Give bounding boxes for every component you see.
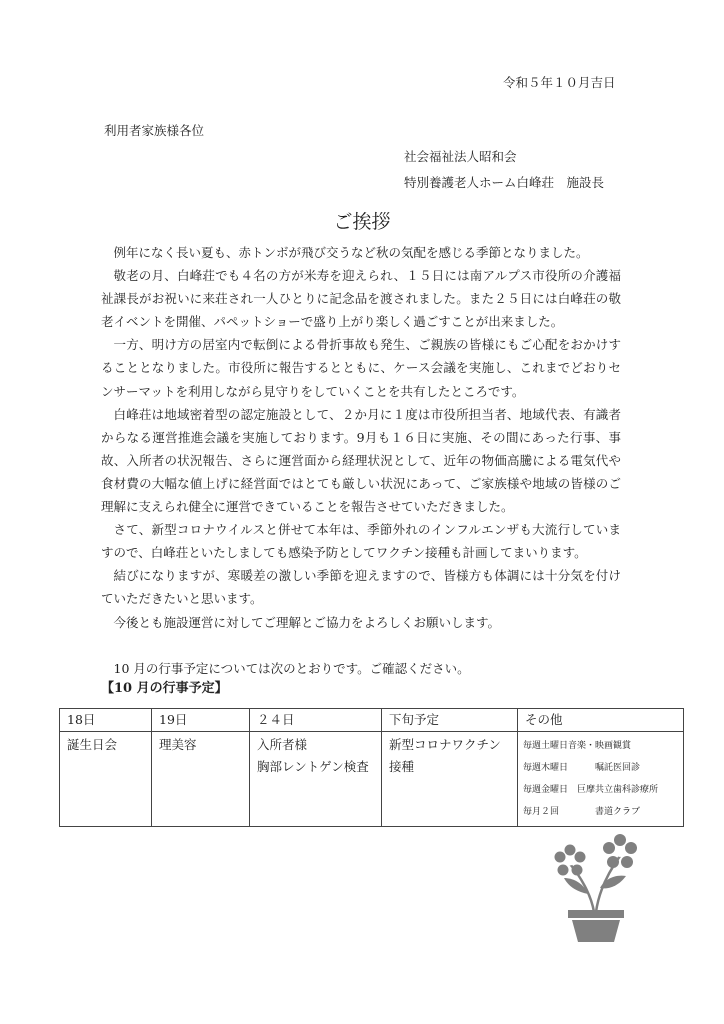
paragraph: 結びになりますが、寒暖差の激しい季節を迎えますので、皆様方も体調には十分気を付けていただきたいと思います。 [101,568,621,607]
schedule-cell [60,732,152,827]
paragraph: さて、新型コロナウイルスと併せて本年は、季節外れのインフルエンザも大流行していますので、白峰荘といたしましても感染予防としてワクチン接種も計画してまいります。 [101,522,621,561]
sender-organization: 社会福祉法人昭和会 [404,149,517,164]
letter-title: ご挨拶 [333,211,391,233]
schedule-heading: 【10 月の行事予定】 [101,681,228,696]
column-header: その他 [518,709,684,732]
cell-line: 毎週金曜日 巨摩共立歯科診療所 [523,785,659,795]
cell-line: 毎月２回 書道クラブ [523,807,641,817]
paragraph: 白峰荘は地域密着型の認定施設として、２か月に１度は市役所担当者、地域代表、有識者からなる運営推進会議を実施しております。9月も１６日に実施、その間にあった行事、事故、入所者の状況報告、さらに運営面から経理状況として、近年の物価高騰による電気代や食材費の大幅な値上げに経営面ではとても厳しい状況にあって、ご家族様や地域の皆様のご理解に支えられ健全に運営できていることを報告させていただきました。 [101,406,621,515]
cell-line: 胸部レントゲン検査 [257,759,369,774]
cell-line: 理美容 [159,737,197,752]
cell-line: 接種 [389,759,415,774]
paragraph: 一方、明け方の居室内で転倒による骨折事故も発生、ご親族の皆様にもご心配をおかけすることとなりました。市役所に報告するとともに、ケース会議を実施し、これまでどおりセンサーマットを利用しながら見守りをしていくことを共有したところです。 [101,337,621,399]
schedule-cell [250,732,382,827]
schedule-header-row [60,709,684,732]
paragraph: 例年になく長い夏も、赤トンボが飛び交うなど秋の気配を感じる季節となりました。 [113,245,589,260]
sender-block [404,144,604,196]
flower-pot-icon [544,832,640,942]
column-header: 19日 [152,709,250,732]
document-date: 令和５年１０月吉日 [503,75,616,90]
schedule-cell [382,732,518,827]
cell-line: 新型コロナワクチン [389,737,501,752]
cell-line: 毎週土曜日音楽・映画観賞 [523,741,632,751]
recipient: 利用者家族様各位 [104,123,205,138]
column-header: 下旬予定 [382,709,518,732]
schedule-cell [152,732,250,827]
schedule-row [60,732,684,827]
letter-body [101,241,621,680]
cell-line: 誕生日会 [67,737,118,752]
column-header: ２４日 [250,709,382,732]
column-header: 18日 [60,709,152,732]
closing-paragraph: 10 月の行事予定については次のとおりです。ご確認ください。 [113,660,470,676]
cell-line: 毎週木曜日 嘱託医回診 [523,763,641,773]
cell-line: 入所者様 [257,737,308,752]
schedule-table [59,708,684,827]
schedule-cell-other [518,732,684,827]
paragraph: 今後とも施設運営に対してご理解とご協力をよろしくお願いします。 [113,614,501,630]
paragraph: 敬老の月、白峰荘でも４名の方が米寿を迎えられ、１５日には南アルプス市役所の介護福祉課長がお祝いに来荘され一人ひとりに記念品を渡されました。また２５日には白峰荘の敬老イベントを開催、パペットショーで盛り上がり楽しく過ごすことが出来ました。 [101,268,621,330]
sender-title: 特別養護老人ホーム白峰荘 施設長 [404,175,605,190]
